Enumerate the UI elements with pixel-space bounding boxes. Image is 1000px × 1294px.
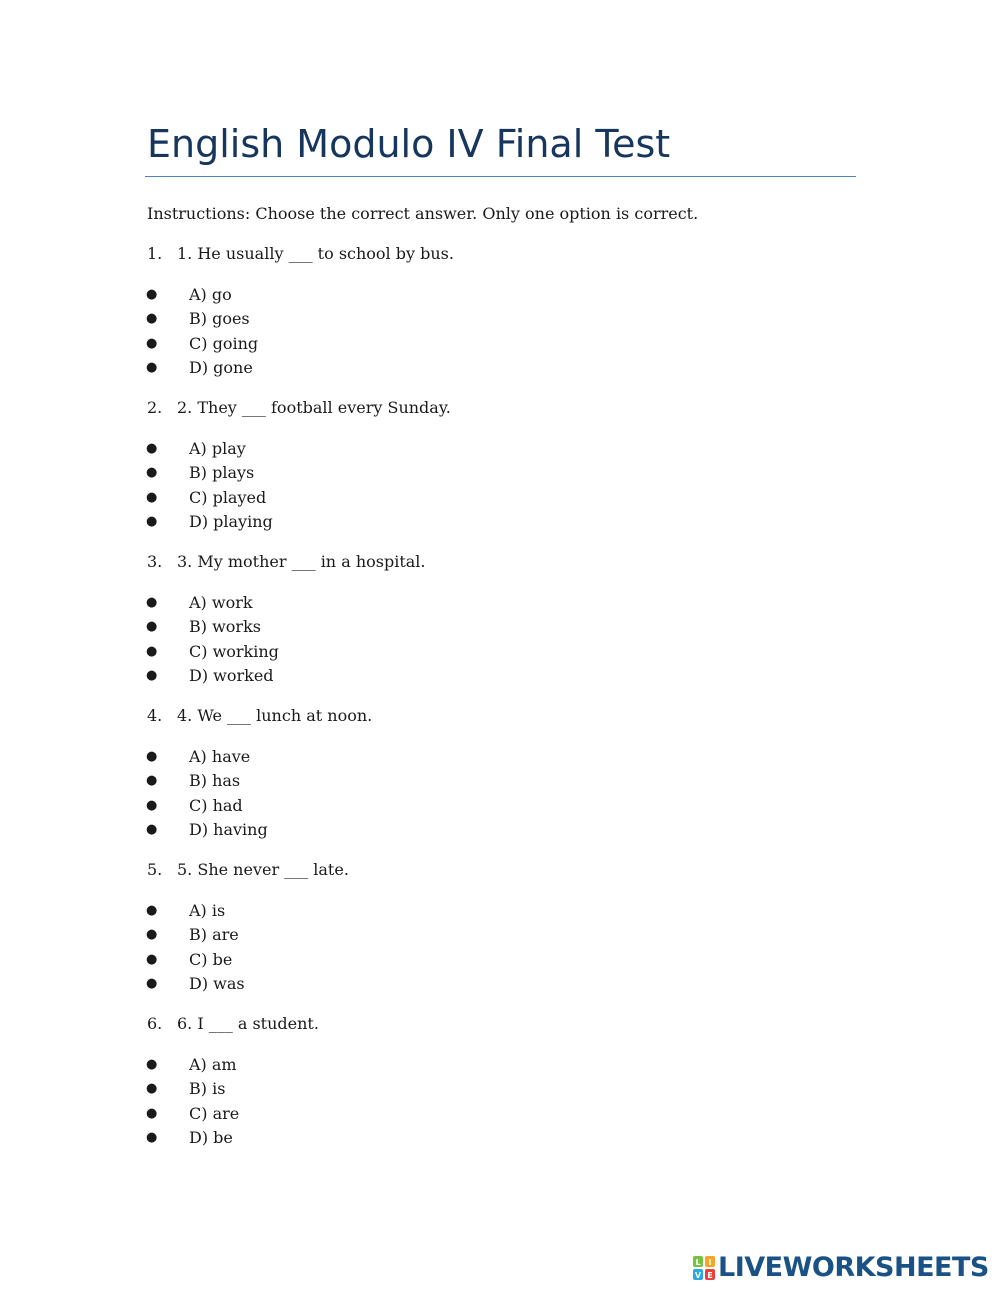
option-label: D) be [189, 1127, 233, 1147]
bullet-icon: ● [146, 465, 158, 481]
option-label: C) going [189, 333, 259, 353]
question-text: 4. We ___ lunch at noon. [177, 706, 373, 725]
bullet-icon: ● [146, 797, 158, 813]
bullet-icon: ● [146, 287, 158, 302]
bullet-icon: ● [146, 595, 158, 610]
question-number: 6. [147, 1014, 163, 1033]
option-label: A) is [189, 901, 226, 920]
question-text: 3. My mother ___ in a hospital. [177, 552, 426, 571]
question-number: 1. [147, 244, 163, 263]
bullet-icon: ● [146, 335, 158, 351]
option-label: C) had [189, 795, 243, 815]
question-text: 5. She never ___ late. [177, 860, 349, 879]
bullet-icon: ● [146, 821, 158, 837]
bullet-icon: ● [146, 489, 158, 505]
bullet-icon: ● [146, 951, 158, 967]
option-label: B) plays [189, 463, 255, 483]
question-line [147, 858, 349, 882]
bullet-icon: ● [146, 903, 158, 918]
question-number: 5. [147, 860, 163, 879]
svg-text:V: V [694, 1271, 702, 1280]
option-label: A) am [189, 1055, 237, 1074]
bullet-icon: ● [146, 1081, 158, 1097]
title-divider [145, 176, 856, 177]
bullet-icon: ● [146, 643, 158, 659]
option-label: C) be [189, 949, 233, 969]
option-label: B) goes [189, 309, 250, 329]
bullet-icon: ● [146, 441, 158, 456]
question-list [0, 242, 1000, 1166]
option-label: D) playing [189, 511, 273, 531]
question-4 [0, 704, 1000, 858]
question-number: 4. [147, 706, 163, 725]
question-3 [0, 550, 1000, 704]
question-line [147, 242, 454, 266]
liveworksheets-logo[interactable] [693, 1252, 989, 1284]
option-label: D) worked [189, 665, 274, 685]
logo-wordmark: LIVEWORKSHEETS [718, 1252, 989, 1283]
option-label: D) was [189, 973, 245, 993]
question-1 [0, 242, 1000, 396]
option-label: B) is [189, 1079, 226, 1099]
question-text: 2. They ___ football every Sunday. [177, 398, 451, 417]
option-label: A) have [189, 747, 251, 766]
bullet-icon: ● [146, 927, 158, 943]
liveworksheets-logo-icon [693, 1256, 715, 1280]
option-label: C) are [189, 1103, 240, 1123]
bullet-icon: ● [146, 1129, 158, 1145]
option-label: D) gone [189, 357, 253, 377]
bullet-icon: ● [146, 1057, 158, 1072]
question-line [147, 704, 372, 728]
option-label: B) works [189, 617, 261, 637]
question-number: 2. [147, 398, 163, 417]
bullet-icon: ● [146, 359, 158, 375]
option-label: B) has [189, 771, 241, 791]
question-2 [0, 396, 1000, 550]
option-label: C) played [189, 487, 267, 507]
bullet-icon: ● [146, 975, 158, 991]
bullet-icon: ● [146, 749, 158, 764]
option-label: C) working [189, 641, 279, 661]
question-line [147, 396, 451, 420]
bullet-icon: ● [146, 1105, 158, 1121]
option-label: A) go [189, 285, 232, 304]
bullet-icon: ● [146, 773, 158, 789]
question-line [147, 550, 426, 574]
page-title: English Modulo IV Final Test [147, 122, 671, 166]
question-5 [0, 858, 1000, 1012]
bullet-icon: ● [146, 667, 158, 683]
question-line [147, 1012, 319, 1036]
question-6 [0, 1012, 1000, 1166]
svg-text:I: I [708, 1258, 712, 1267]
svg-text:E: E [707, 1271, 713, 1280]
question-text: 6. I ___ a student. [177, 1014, 319, 1033]
option-label: B) are [189, 925, 239, 945]
instructions-text: Instructions: Choose the correct answer. Only one option is correct. [147, 204, 699, 223]
svg-text:L: L [695, 1258, 701, 1267]
option-label: A) work [189, 593, 253, 612]
question-text: 1. He usually ___ to school by bus. [177, 244, 454, 263]
bullet-icon: ● [146, 311, 158, 327]
option-label: D) having [189, 819, 268, 839]
question-number: 3. [147, 552, 163, 571]
bullet-icon: ● [146, 513, 158, 529]
bullet-icon: ● [146, 619, 158, 635]
option-label: A) play [189, 439, 246, 458]
